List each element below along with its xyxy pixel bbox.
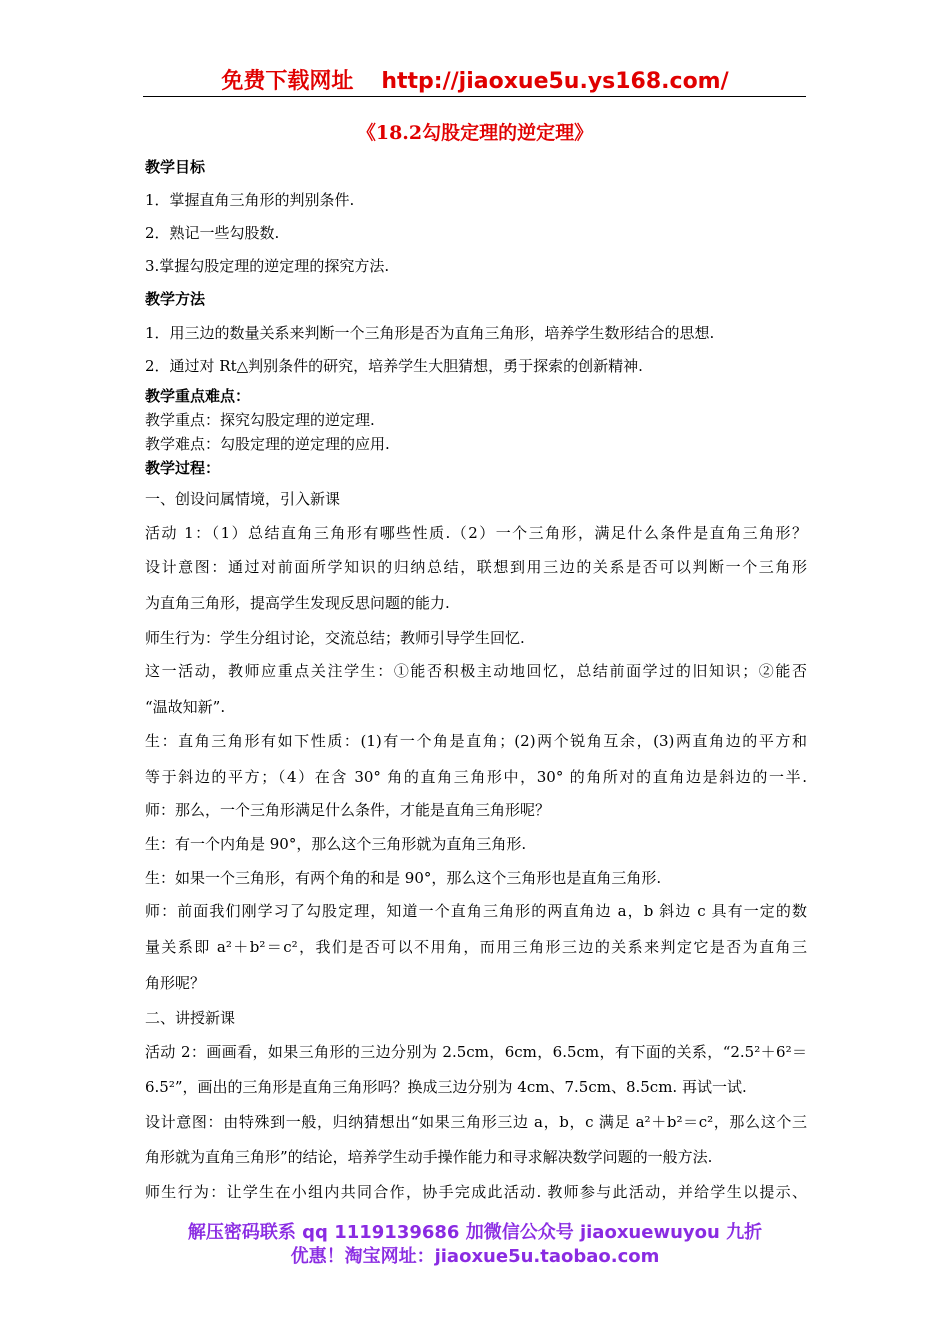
paragraph-line: 6.5²”，画出的三角形是直角三角形吗？换成三边分别为 4cm、7.5cm、8.5cm. 再试一试. [145,1078,747,1096]
paragraph-line: 设计意图：通过对前面所学知识的归纳总结，联想到用三边的关系是否可以判断一个三角形 [145,558,807,576]
download-header [0,64,950,95]
paragraph-line: 师生行为：让学生在小组内共同合作，协手完成此活动. 教师参与此活动，并给学生以提示、 [145,1183,807,1201]
process-part-2-heading: 二、讲授新课 [145,1009,236,1027]
paragraph-line: 为直角三角形，提高学生发现反思问题的能力. [145,594,450,612]
footer-shop-link[interactable]: 优惠！淘宝网址：jiaoxue5u.taobao.com [290,1246,660,1267]
paragraph-line: 生：有一个内角是 90°，那么这个三角形就为直角三角形. [145,835,527,853]
document-title: 《18.2勾股定理的逆定理》 [356,122,594,144]
paragraph-line: “温故知新”. [145,698,226,716]
objective-3: 3.掌握勾股定理的逆定理的探究方法. [145,257,390,275]
method-1: 1．用三边的数量关系来判断一个三角形是否为直角三角形，培养学生数形结合的思想. [145,324,715,342]
paragraph-line: 角形就为直角三角形”的结论，培养学生动手操作能力和寻求解决数学问题的一般方法. [145,1148,713,1166]
footer-contact: 解压密码联系 qq 1119139686 加微信公众号 jiaoxuewuyou 九折 [187,1222,763,1243]
paragraph-line: 师：前面我们刚学习了勾股定理，知道一个直角三角形的两直角边 a，b 斜边 c 具有一定的数 [145,902,807,920]
paragraph-line: 生：如果一个三角形，有两个角的和是 90°，那么这个三角形也是直角三角形. [145,869,662,887]
paragraph-line: 活动 2：画画看，如果三角形的三边分别为 2.5cm，6cm，6.5cm，有下面的关系，“2.5²＋6²＝ [145,1043,807,1061]
paragraph-line: 这一活动，教师应重点关注学生：①能否积极主动地回忆，总结前面学过的旧知识；②能否 [145,662,807,680]
paragraph-line: 等于斜边的平方；（4）在含 30° 角的直角三角形中，30° 的角所对的直角边是斜边的一半. [145,768,807,786]
paragraph-line: 师：那么，一个三角形满足什么条件，才能是直角三角形呢？ [145,801,551,819]
objective-2: 2．熟记一些勾股数. [145,224,280,242]
paragraph-line: 活动 1：（1）总结直角三角形有哪些性质.（2）一个三角形，满足什么条件是直角三角形？ [145,524,807,542]
section-heading-objectives: 教学目标 [145,158,206,176]
section-heading-methods: 教学方法 [145,290,206,308]
paragraph-line: 量关系即 a²＋b²＝c²，我们是否可以不用角，而用三角形三边的关系来判定它是否为直角三 [145,938,807,956]
paragraph-line: 角形呢？ [145,974,206,992]
paragraph-line: 设计意图：由特殊到一般，归纳猜想出“如果三角形三边 a，b，c 满足 a²＋b²＝c²，那么这个三 [145,1113,807,1131]
section-heading-process: 教学过程： [145,459,221,477]
paragraph-line: 师生行为：学生分组讨论，交流总结；教师引导学生回忆. [145,629,525,647]
header-divider [143,96,806,97]
process-part-1-heading: 一、创设问属情境，引入新课 [145,490,341,508]
difficult-point: 教学难点：勾股定理的逆定理的应用. [145,435,390,453]
objective-1: 1．掌握直角三角形的判别条件. [145,191,355,209]
method-2: 2．通过对 Rt△判别条件的研究，培养学生大胆猜想，勇于探索的创新精神. [145,357,643,375]
key-point: 教学重点：探究勾股定理的逆定理. [145,411,375,429]
paragraph-line: 生：直角三角形有如下性质：(1)有一个角是直角；(2)两个锐角互余，(3)两直角边的平方和 [145,732,807,750]
download-url-link[interactable]: http://jiaoxue5u.ys168.com/ [381,69,729,94]
section-heading-key-points: 教学重点难点： [145,387,251,405]
download-label: 免费下载网址 [221,69,354,94]
